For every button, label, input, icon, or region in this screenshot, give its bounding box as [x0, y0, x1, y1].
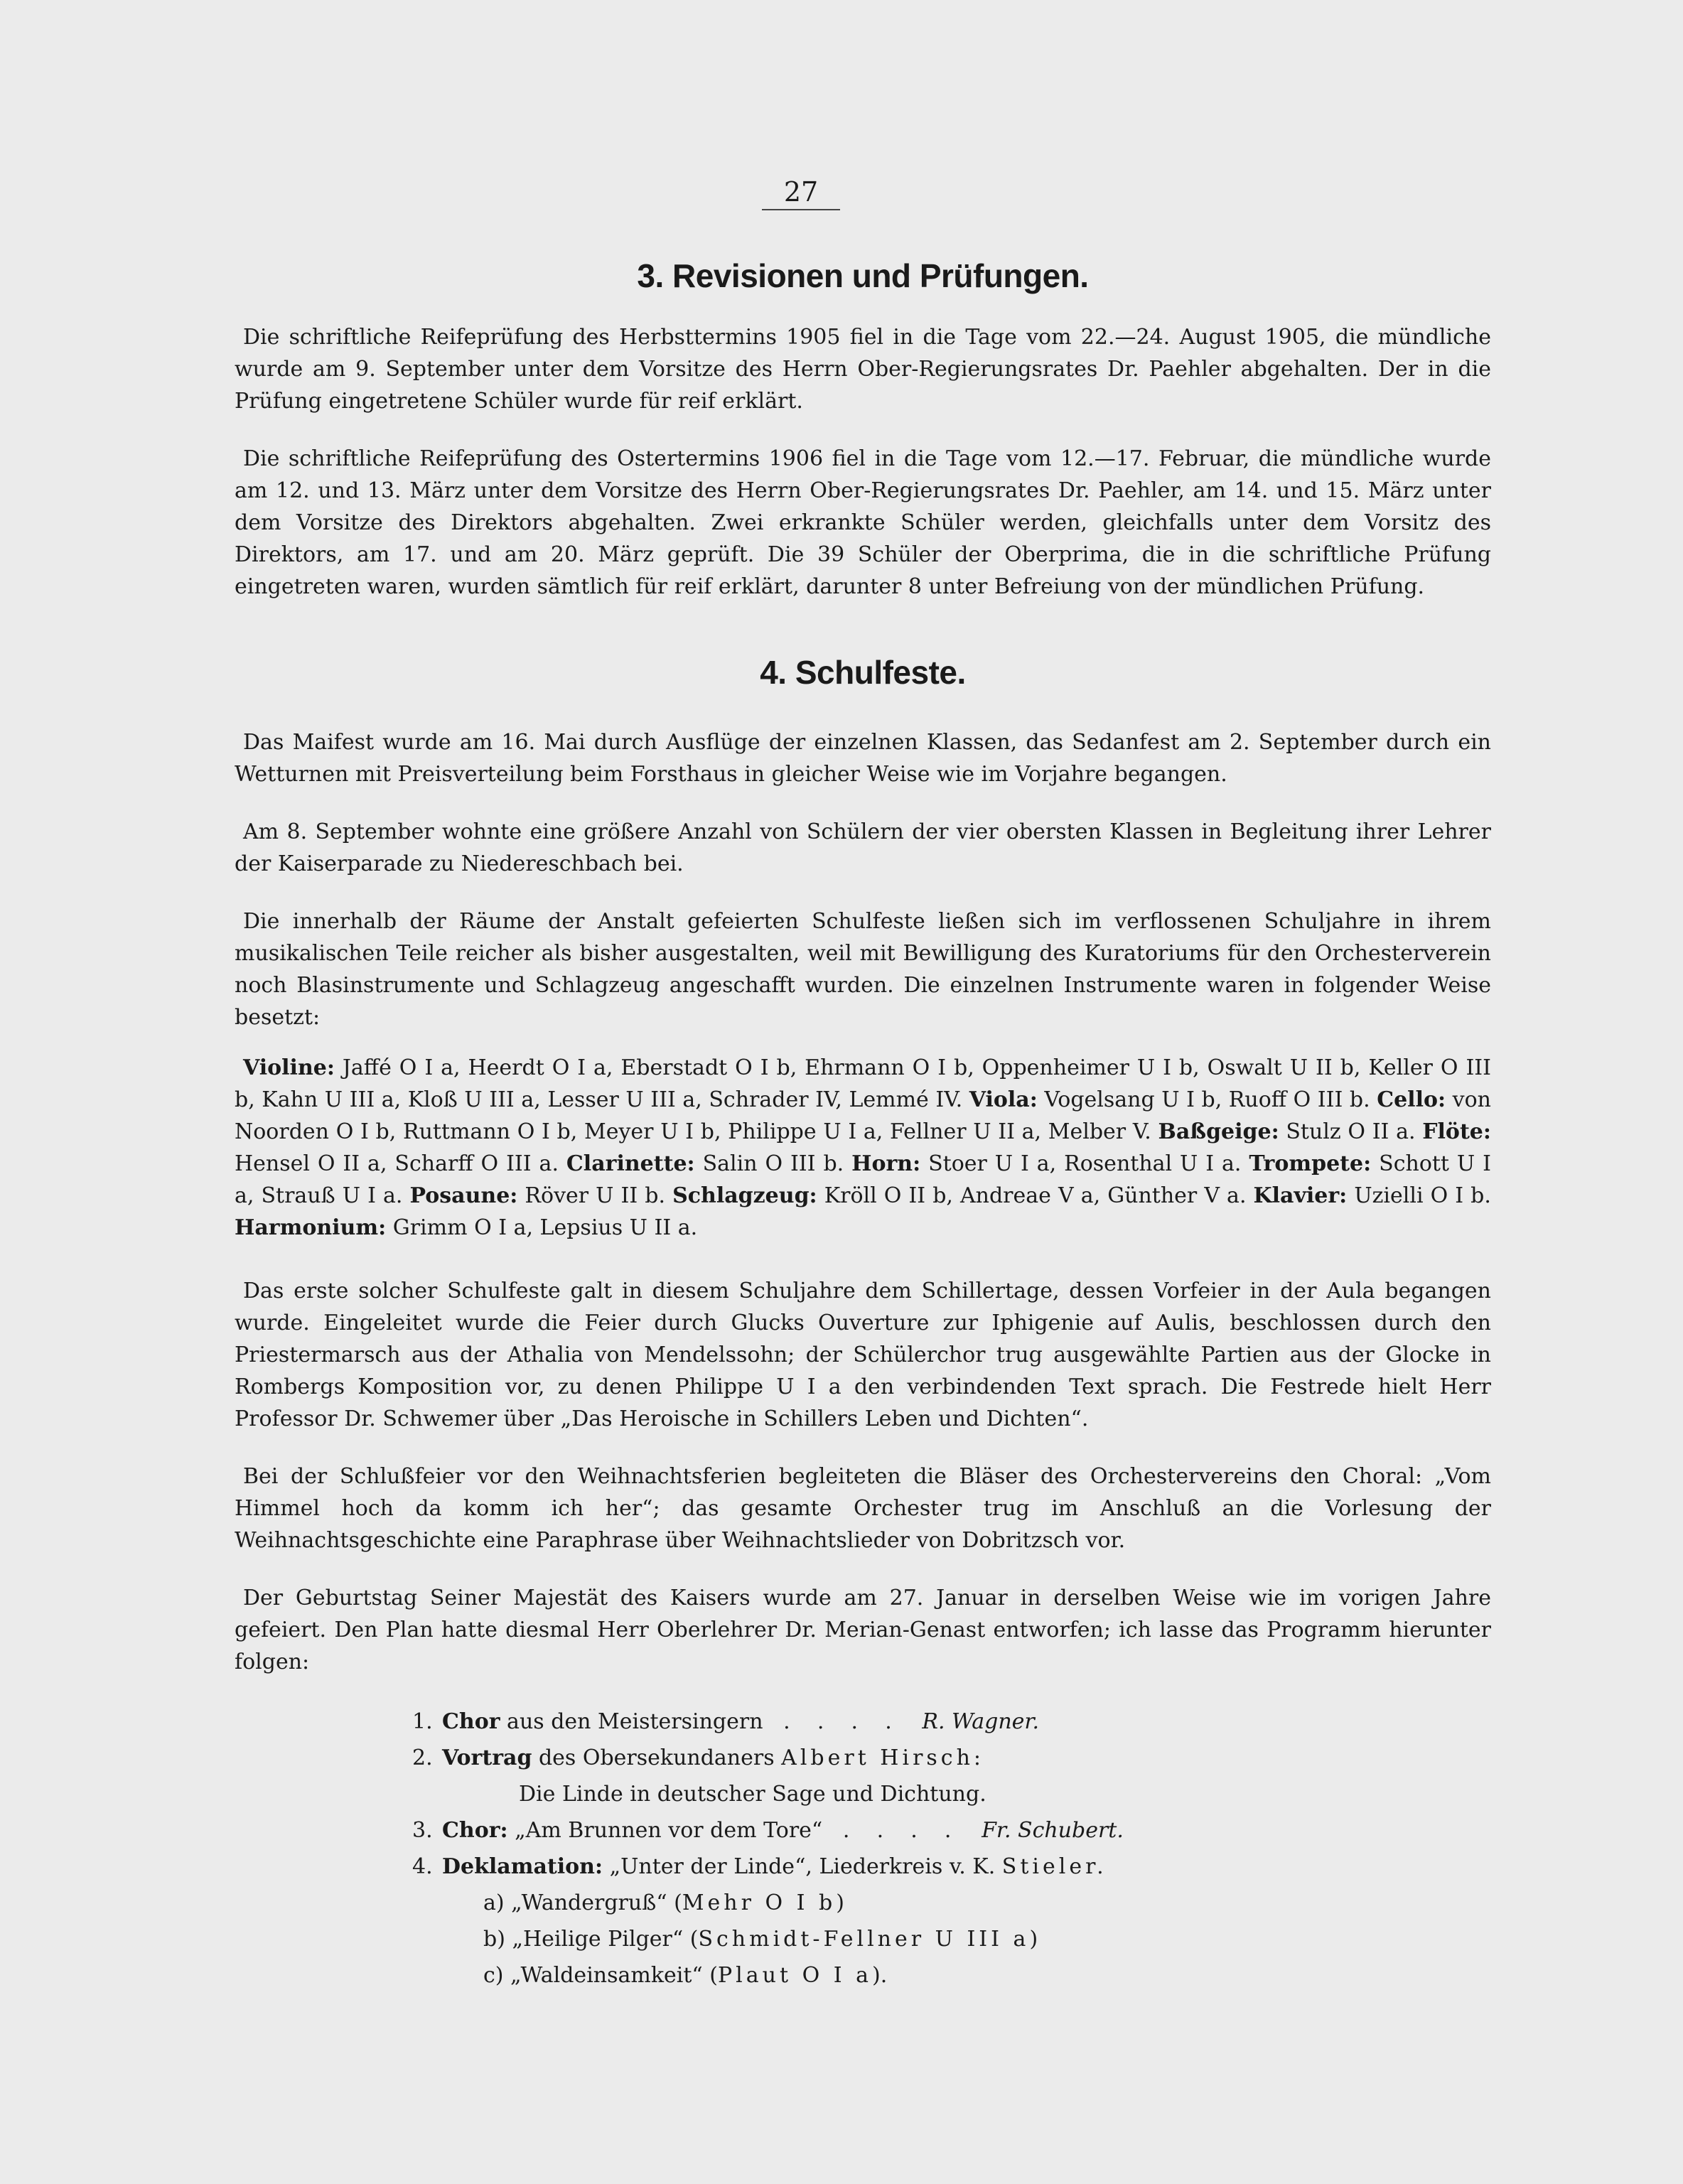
instrument-name: Trompete:: [1249, 1151, 1372, 1176]
instrument-name: Violine:: [243, 1055, 335, 1080]
program-number: 2.: [412, 1745, 433, 1770]
program-title: Chor:: [442, 1818, 508, 1843]
subitem-close: ): [836, 1890, 844, 1915]
instrument-name: Cello:: [1377, 1087, 1446, 1112]
instrument-players: Hensel O II a, Scharff O III a.: [235, 1151, 559, 1176]
instrument-entry: [851, 1151, 1249, 1176]
program-item: [235, 1740, 1491, 1776]
subitem-text: „Waldeinsamkeit“ (: [503, 1963, 718, 1988]
subitem-letter: b): [483, 1927, 505, 1952]
program-item: [235, 1849, 1491, 1885]
program-subtitle: Die Linde in deutscher Sage und Dichtung.: [519, 1782, 986, 1807]
program-subitem: [235, 1921, 1491, 1957]
instrument-list: [235, 1052, 1491, 1244]
program-subitem: [235, 1957, 1491, 1994]
program-text: „Unter der Linde“, Liederkreis v. K.: [603, 1854, 1002, 1879]
instrument-players: Stoer U I a, Rosenthal U I a.: [928, 1151, 1242, 1176]
instrument-entry: [566, 1151, 851, 1176]
program-number: 1.: [412, 1709, 433, 1734]
program-text: des Obersekundaners: [532, 1745, 782, 1770]
program-text: aus den Meistersingern: [500, 1709, 763, 1734]
section-title-schulfeste: 4. Schulfeste.: [760, 654, 966, 691]
instrument-players: Jaffé O I a, Heerdt O I a, Eberstadt O I b, Ehrmann O I b, Oppenheimer U I b, Oswalt U II b, Keller O III b, Kahn U III a, Kloß U III a, Lesser U III a, Schrader IV, Lemmé IV.: [235, 1055, 1491, 1112]
instrument-entry: [1254, 1183, 1491, 1208]
instrument-name: Klavier:: [1253, 1183, 1348, 1208]
program-text: „Am Brunnen vor dem Tore“: [507, 1818, 823, 1843]
leader-dots: . . . .: [822, 1818, 972, 1843]
instrument-players: Grimm O I a, Lepsius U II a.: [392, 1215, 698, 1240]
paragraph: Am 8. September wohnte eine größere Anzahl von Schülern der vier obersten Klassen in Begleitung ihrer Lehrer der Kaiserparade zu Niedereschbach bei.: [235, 819, 1491, 876]
instrument-players: Kröll O II b, Andreae V a, Günther V a.: [824, 1183, 1247, 1208]
subitem-letter: c): [483, 1963, 504, 1988]
paragraph: Das Maifest wurde am 16. Mai durch Ausflüge der einzelnen Klassen, das Sedanfest am 2. September durch ein Wetturnen mit Preisverteilung beim Forsthaus in gleicher Weise wie im Vorjahre begangen.: [235, 730, 1491, 787]
instrument-players: Schott U I a, Strauß U I a.: [235, 1151, 1491, 1208]
subitem-close: ).: [871, 1963, 888, 1988]
instrument-name: Viola:: [969, 1087, 1038, 1112]
program-title: Chor: [442, 1709, 500, 1734]
instrument-players: Stulz O II a.: [1286, 1119, 1416, 1144]
instrument-name: Horn:: [851, 1151, 921, 1176]
paragraph: Die schriftliche Reifeprüfung des Herbsttermins 1905 fiel in die Tage vom 22.—24. August 1905, die mündliche wurde am 9. September unter dem Vorsitze des Herrn Ober-Regierungsrates Dr. Paehler abgehalten. Der in die Prüfung eingetretene Schüler wurde für reif erklärt.: [235, 325, 1491, 414]
program-subitem: [235, 1885, 1491, 1921]
program-speaker: Albert Hirsch:: [781, 1745, 985, 1770]
subitem-letter: a): [483, 1890, 505, 1915]
subitem-performer: Schmidt-Fellner U III a: [698, 1927, 1030, 1952]
leader-dots: . . . .: [763, 1709, 913, 1734]
instrument-name: Harmonium:: [235, 1215, 387, 1240]
instrument-players: Vogelsang U I b, Ruoff O III b.: [1044, 1087, 1370, 1112]
program-composer: Fr. Schubert.: [982, 1818, 1124, 1843]
paragraph: Die schriftliche Reifeprüfung des Ostertermins 1906 fiel in die Tage vom 12.—17. Februar, die mündliche wurde am 12. und 13. März unter dem Vorsitze des Herrn Ober-Regierungsrates Dr. Paehler, am 14. und 15. März unter dem Vorsitze des Direktors abgehalten. Zwei erkrankte Schüler werden, gleichfalls unter dem Vorsitz des Direktors, am 17. und am 20. März geprüft. Die 39 Schüler der Oberprima, die in die schriftliche Prüfung eingetreten waren, wurden sämtlich für reif erklärt, darunter 8 unter Befreiung von der mündlichen Prüfung.: [235, 446, 1491, 599]
instrument-name: Flöte:: [1422, 1119, 1491, 1144]
instrument-entry: [1158, 1119, 1422, 1144]
paragraph: Das erste solcher Schulfeste galt in diesem Schuljahre dem Schillertage, dessen Vorfeier in der Aula begangen wurde. Eingeleitet wurde die Feier durch Glucks Ouverture zur Iphigenie auf Aulis, beschlossen durch den Priestermarsch aus der Athalia von Mendelssohn; der Schülerchor trug ausgewählte Partien aus der Glocke in Rombergs Komposition vor, zu denen Philippe U I a den verbindenden Text sprach. Die Festrede hielt Herr Professor Dr. Schwemer über „Das Heroische in Schillers Leben und Dichten“.: [235, 1279, 1491, 1431]
program-author: Stieler.: [1001, 1854, 1107, 1879]
subitem-performer: Plaut O I a: [718, 1963, 872, 1988]
paragraph: Bei der Schlußfeier vor den Weihnachtsferien begleiteten die Bläser des Orchestervereins den Choral: „Vom Himmel hoch da komm ich her“; das gesamte Orchester trug im Anschluß an die Vorlesung der Weihnachtsgeschichte eine Paraphrase über Weihnachtslieder von Dobritzsch vor.: [235, 1464, 1491, 1553]
page-number: 27: [762, 175, 840, 210]
instrument-entry: [235, 1215, 697, 1240]
instrument-players: Röver U II b.: [525, 1183, 666, 1208]
section-title-revisionen: 3. Revisionen und Prüfungen.: [637, 257, 1089, 294]
subitem-text: „Heilige Pilger“ (: [505, 1927, 699, 1952]
instrument-entry: [672, 1183, 1253, 1208]
instrument-name: Posaune:: [409, 1183, 518, 1208]
program-item: [235, 1812, 1491, 1849]
instrument-players: Uzielli O I b.: [1354, 1183, 1491, 1208]
instrument-players: von Noorden O I b, Ruttmann O I b, Meyer U I b, Philippe U I a, Fellner U II a, Melber V.: [235, 1087, 1491, 1144]
program-title: Deklamation:: [442, 1854, 603, 1879]
program-composer: R. Wagner.: [922, 1709, 1039, 1734]
instrument-name: Baßgeige:: [1158, 1119, 1279, 1144]
instrument-players: Salin O III b.: [702, 1151, 844, 1176]
program-list: [235, 1704, 1491, 1994]
instrument-name: Schlagzeug:: [672, 1183, 817, 1208]
subitem-performer: Mehr O I b: [682, 1890, 837, 1915]
paragraph: Die innerhalb der Räume der Anstalt gefeierten Schulfeste ließen sich im verflossenen Schuljahre in ihrem musikalischen Teile reicher als bisher ausgestalten, weil mit Bewilligung des Kuratoriums für den Orchesterverein noch Blasinstrumente und Schlagzeug angeschafft wurden. Die einzelnen Instrumente waren in folgender Weise besetzt:: [235, 909, 1491, 1030]
paragraph: Der Geburtstag Seiner Majestät des Kaisers wurde am 27. Januar in derselben Weise wie im vorigen Jahre gefeiert. Den Plan hatte diesmal Herr Oberlehrer Dr. Merian-Genast entworfen; ich lasse das Programm hierunter folgen:: [235, 1586, 1491, 1674]
program-item: [235, 1704, 1491, 1740]
instrument-name: Clarinette:: [566, 1151, 695, 1176]
subitem-close: ): [1029, 1927, 1038, 1952]
program-number: 3.: [412, 1818, 433, 1843]
instrument-entry: [409, 1183, 672, 1208]
instrument-entry: [969, 1087, 1377, 1112]
program-title: Vortrag: [442, 1745, 532, 1770]
subitem-text: „Wandergruß“ (: [504, 1890, 682, 1915]
program-number: 4.: [412, 1854, 433, 1879]
